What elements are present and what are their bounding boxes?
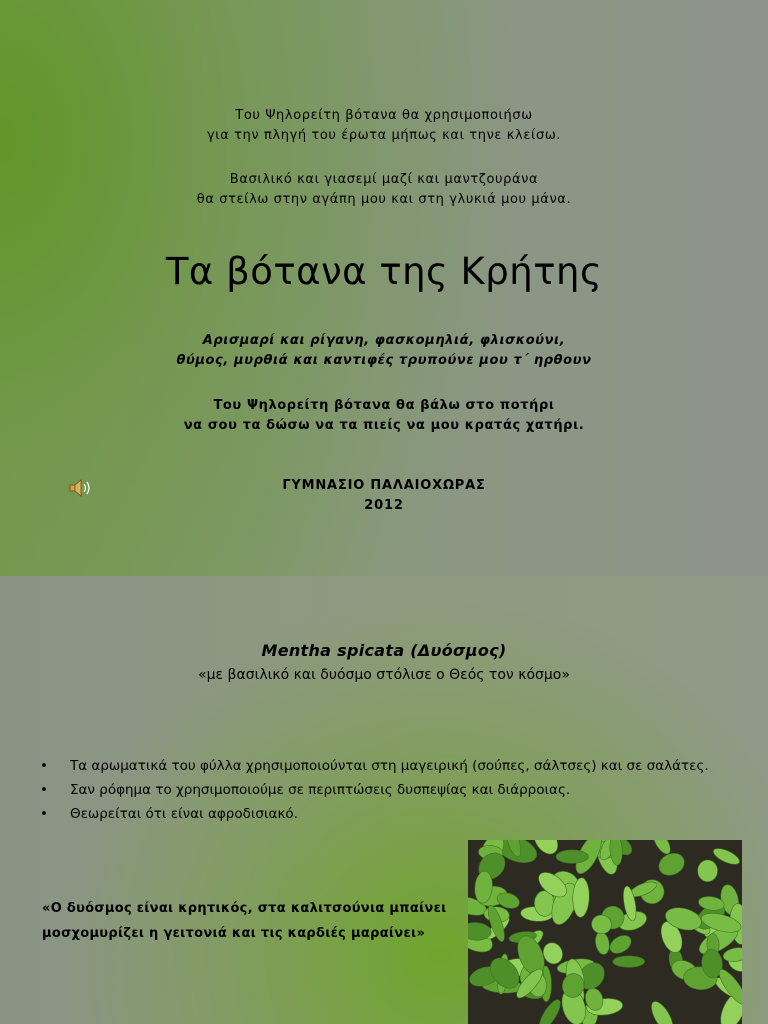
mint-plant-photo: [468, 840, 742, 1024]
verse-line: Του Ψηλορείτη βότανα θα χρησιμοποιήσω: [235, 108, 533, 123]
saying-line: μοσχομυρίζει η γειτονιά και τις καρδιές μαραίνει»: [42, 926, 426, 941]
slide-2: [0, 576, 768, 1024]
list-item: [40, 780, 720, 801]
page-title: Τα βότανα της Κρήτης: [165, 250, 603, 293]
list-item: [40, 804, 720, 825]
bullet-icon: •: [40, 782, 48, 798]
verse-line: να σου τα δώσω να τα πιείς να μου κρατάς χατήρι.: [183, 418, 585, 433]
verse-line: Αρισμαρί και ρίγανη, φασκομηλιά, φλισκούνι,: [202, 333, 566, 348]
bullet-text: Θεωρείται ότι είναι αφροδισιακό.: [70, 806, 298, 822]
verse-line: για την πληγή του έρωτα μήπως και τηνε κλείσω.: [206, 128, 562, 143]
bullet-text: Σαν ρόφημα το χρησιμοποιούμε σε περιπτώσεις δυσπεψίας και διάρροιας.: [70, 782, 571, 798]
school-name: ΓΥΜΝΑΣΙΟ ΠΑΛΑΙΟΧΩΡΑΣ: [282, 478, 486, 493]
verse-3: [0, 331, 768, 371]
plant-heading: Mentha spicata (Δυόσμος): [261, 641, 507, 660]
verse-2: [0, 170, 768, 210]
verse-line: θα στείλω στην αγάπη μου και στη γλυκιά μου μάνα.: [196, 192, 572, 207]
leaf-shape: [697, 860, 717, 882]
verse-line: Βασιλικό και γιασεμί μαζί και μαντζουράνα: [229, 172, 539, 187]
list-item: [40, 756, 720, 777]
plant-quote: «με βασιλικό και δυόσμο στόλισε ο Θεός τον κόσμο»: [198, 667, 570, 683]
leaf-shape: [613, 956, 645, 967]
verse-line: θύμος, μυρθιά και καντιφές τρυπούνε μου τ΄ ηρθουν: [176, 353, 592, 368]
bullet-list: [40, 756, 720, 828]
verse-4: [0, 396, 768, 436]
leaf-shape: [556, 850, 588, 863]
verse-1: [0, 106, 768, 146]
bullet-icon: •: [40, 758, 48, 774]
saying-line: «Ο δυόσμος είναι κρητικός, στα καλιτσούνια μπαίνει: [42, 901, 447, 916]
bullet-icon: •: [40, 806, 48, 822]
bullet-text: Τα αρωματικά του φύλλα χρησιμοποιούνται στη μαγειρική (σούπες, σάλτσες) και σε σαλάτες.: [70, 758, 709, 774]
year: 2012: [364, 498, 404, 513]
folk-saying: [42, 896, 462, 946]
verse-line: Του Ψηλορείτη βότανα θα βάλω στο ποτήρι: [213, 398, 555, 413]
